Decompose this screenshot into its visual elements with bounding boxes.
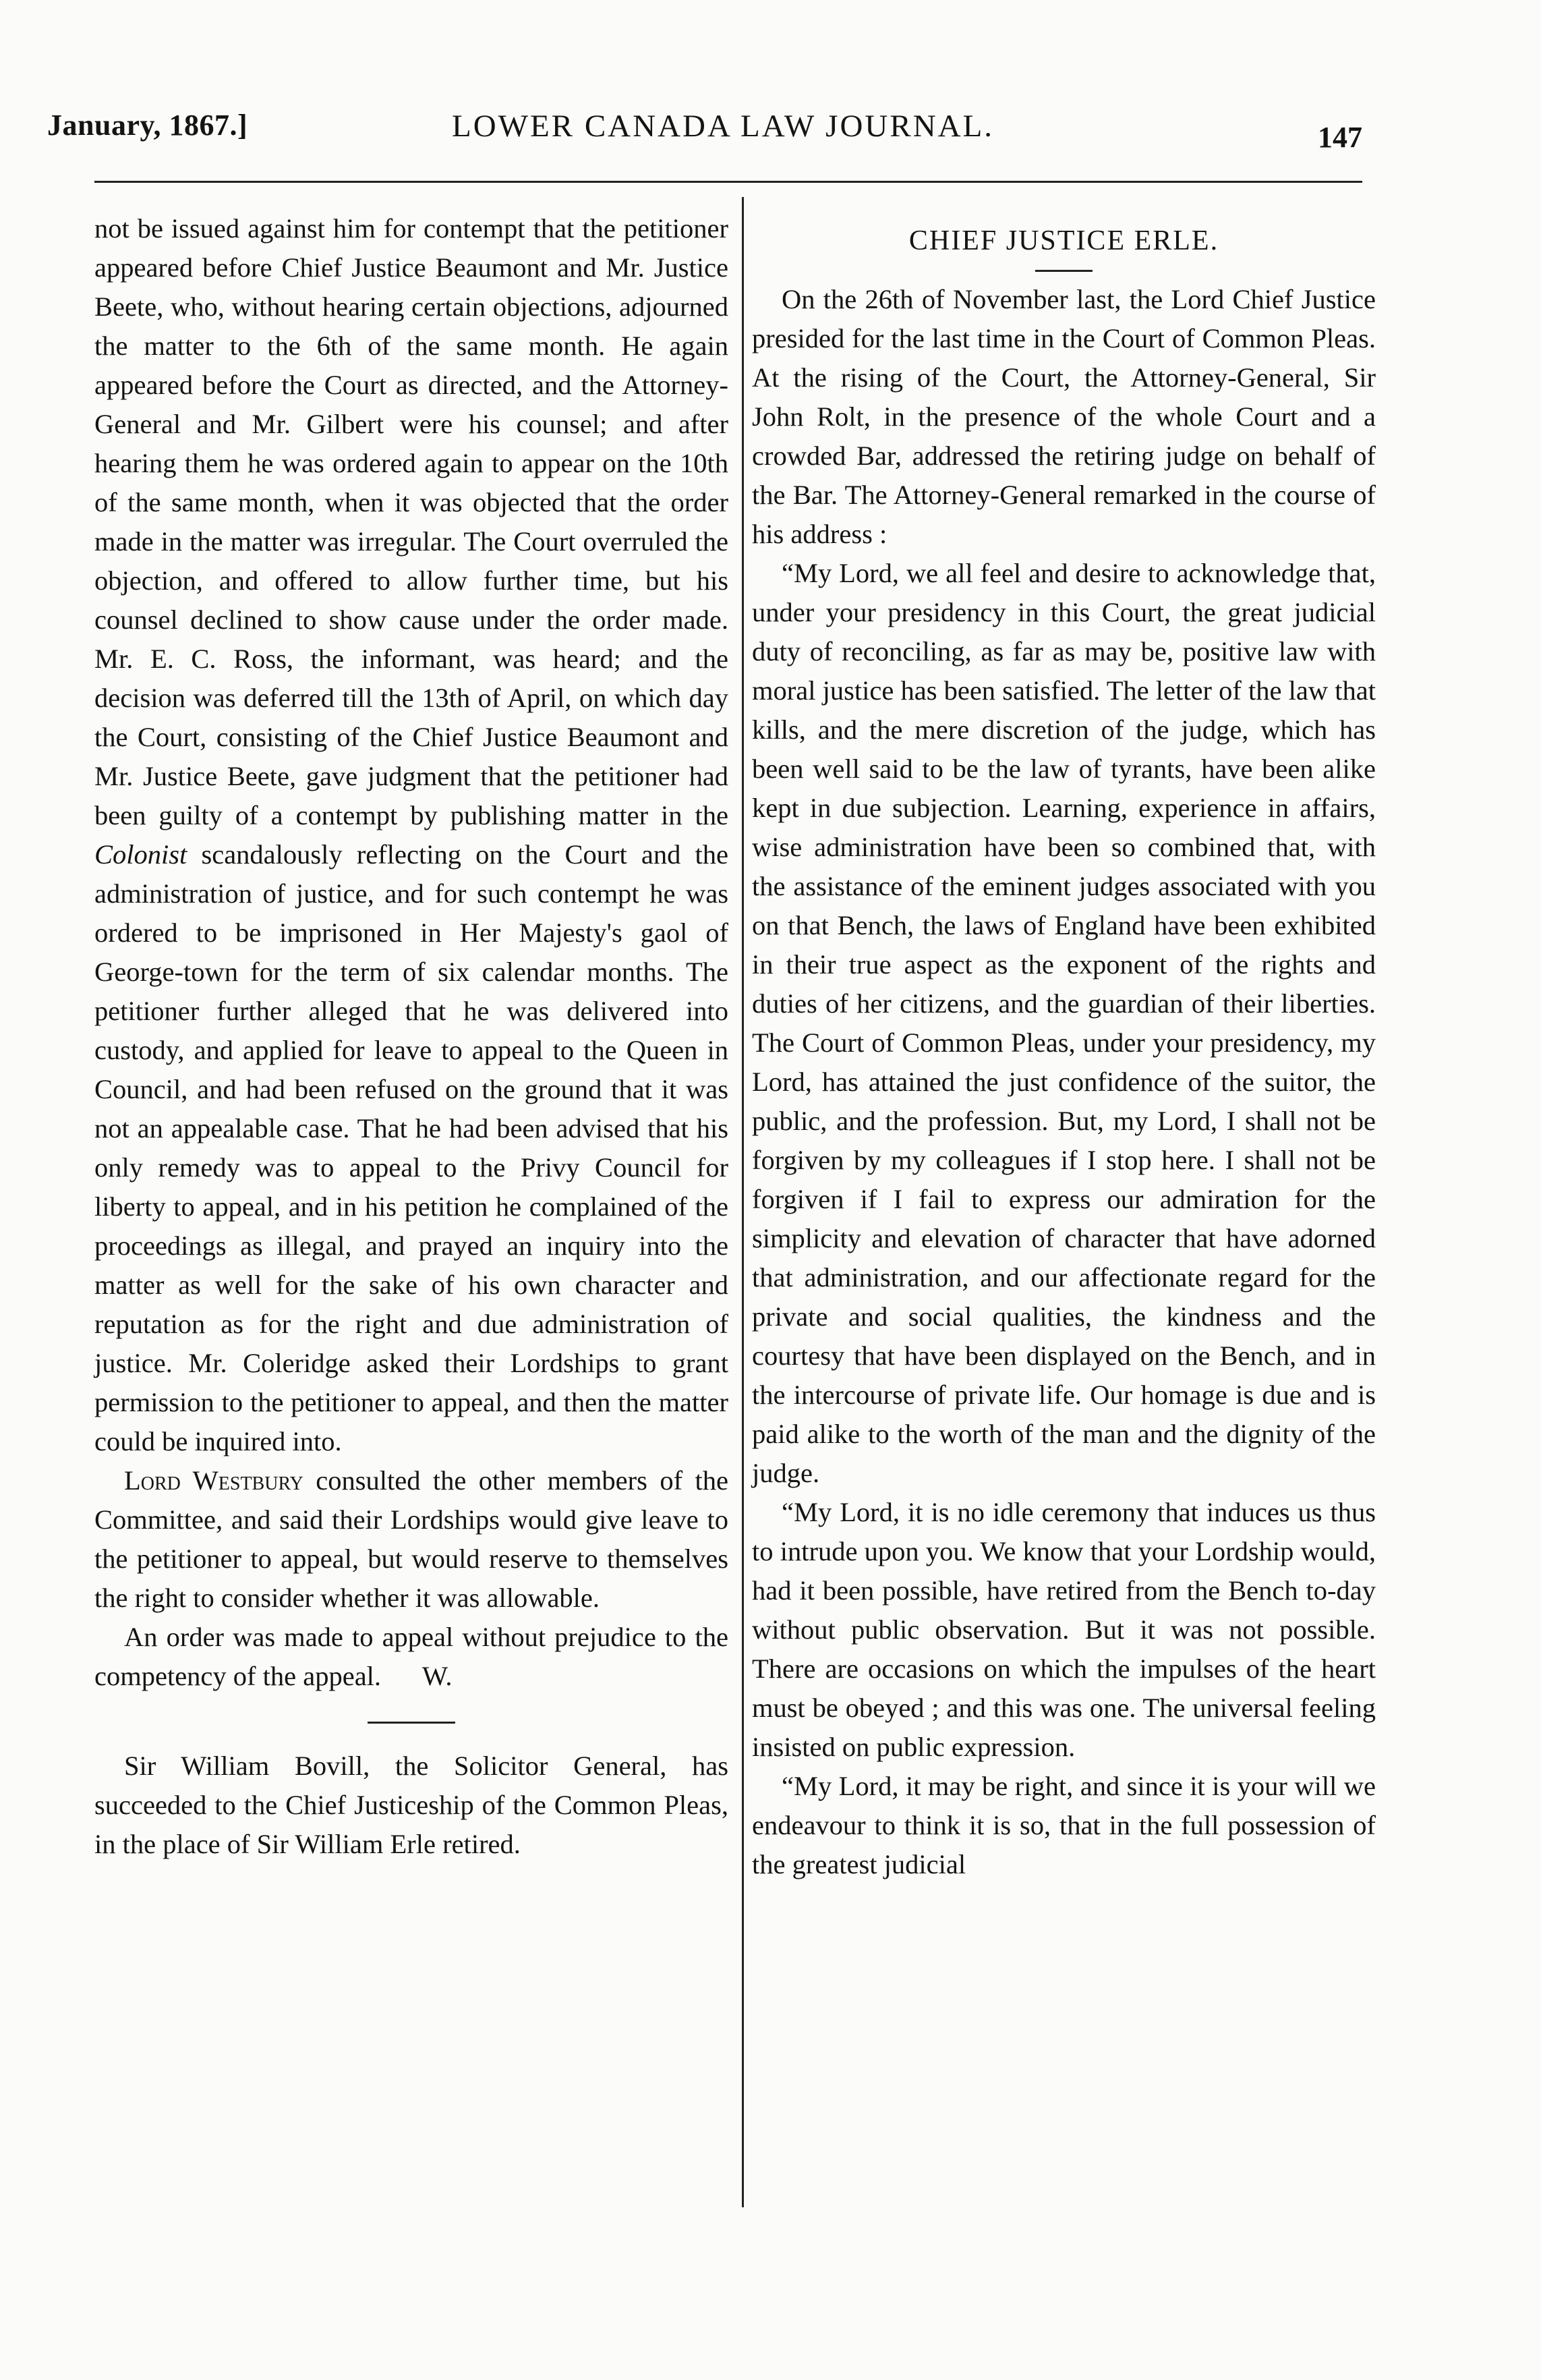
petition-text-2: scandalously reflecting on the Court and the administration of justice, and for such contempt he was ordered to be imprisoned in Her Majesty's gaol of George-town for the term of six calendar months. The petitioner further alleged that he was delivered into custody, and applied for leave to appeal to the Queen in Council, and had been refused on the ground that it was not an appealable case. That he had been advised that his only remedy was to appeal to the Privy Council for liberty to appeal, and in his petition he complained of the proceedings as illegal, and prayed an inquiry into the matter as well for the sake of his own character and reputation as for the right and due administration of justice. Mr. Coleridge asked their Lordships to grant permission to the petitioner to appeal, and then the matter could be inquired into. (94, 839, 729, 1456)
header-rule (94, 181, 1362, 183)
order-text: An order was made to appeal without prejudice to the competency of the appeal. (94, 1622, 728, 1691)
paragraph-address-1: “My Lord, we all feel and desire to acknowledge that, under your presidency in this Court, the great judicial duty of reconciling, as far as may be, positive law with moral justice has been satisfied. The letter of the law that kills, and the mere discretion of the judge, which has been well said to be the law of tyrants, have been alike kept in due subjection. Learning, experience in affairs, wise administration have been so combined that, with the assistance of the eminent judges associated with you on that Bench, the laws of England have been exhibited in their true aspect as the exponent of the rights and duties of her citizens, and the guardian of their liberties. The Court of Common Pleas, under your presidency, my Lord, has attained the just confidence of the suitor, the public, and the profession. But, my Lord, I shall not be forgiven by my colleagues if I stop here. I shall not be forgiven if I fail to express our admiration for the simplicity and elevation of character that have adorned that administration, and our affectionate regard for the private and social qualities, the kindness and the courtesy that have been displayed on the Bench, and in the intercourse of private life. Our homage is due and is paid alike to the worth of the man and the dignity of the judge. (752, 558, 1376, 1488)
paragraph-address-3: “My Lord, it may be right, and since it is your will we endeavour to think it is so, that in the full possession of the greatest judicial (752, 1771, 1376, 1879)
petition-text-1: not be issued against him for contempt that the petitioner appeared before Chief Justice Beaumont and Mr. Justice Beete, who, without hearing certain objections, adjourned the matter to the 6th of the same month. He again appeared before the Court as directed, and the Attorney-General and Mr. Gilbert were his counsel; and after hearing them he was ordered again to appear on the 10th of the same month, when it was objected that the order made in the matter was irregular. The Court overruled the objection, and offered to allow further time, but his counsel declined to show cause under the order made. Mr. E. C. Ross, the informant, was heard; and the decision was deferred till the 13th of April, on which day the Court, consisting of the Chief Justice Beaumont and Mr. Justice Beete, gave judgment that the petitioner had been guilty of a contempt by publishing matter in the (94, 213, 728, 830)
paragraph-order (94, 1618, 728, 1696)
section-rule (368, 1722, 455, 1724)
article-title: CHIEF JUSTICE ERLE. (908, 225, 1219, 256)
title-rule (1035, 270, 1093, 272)
westbury-name: Lord Westbury (124, 1465, 303, 1496)
left-column (94, 209, 728, 1864)
westbury-text: consulted the other members of the Committee, and said their Lordships would give leave to the petitioner to appeal, but would reserve to themselves the right to consider whether it was allowable. (94, 1465, 728, 1613)
column-divider (742, 197, 744, 2207)
paragraph-westbury (94, 1461, 728, 1618)
header-date: January, 1867.] (47, 109, 248, 142)
right-column (752, 209, 1376, 1884)
colonist-italic: Colonist (94, 839, 187, 870)
paragraph-intro: On the 26th of November last, the Lord Chief Justice presided for the last time in the Court of Common Pleas. At the rising of the Court, the Attorney-General, Sir John Rolt, in the presence of the whole Court and a crowded Bar, addressed the retiring judge on behalf of the Bar. The Attorney-General remarked in the course of his address : (752, 284, 1376, 549)
paragraph-address-2: “My Lord, it is no idle ceremony that induces us thus to intrude upon you. We know that your Lordship would, had it been possible, have retired from the Bench to-day without public observation. But it was not possible. There are occasions on which the impulses of the heart must be obeyed ; and this was one. The universal feeling insisted on public expression. (752, 1497, 1376, 1762)
signoff: W. (421, 1661, 453, 1691)
paragraph-petition (94, 209, 728, 1461)
page-number: 147 (1318, 121, 1362, 154)
paragraph-bovill: Sir William Bovill, the Solicitor General, has succeeded to the Chief Justiceship of the Common Pleas, in the place of Sir William Erle retired. (94, 1751, 728, 1859)
journal-title: LOWER CANADA LAW JOURNAL. (452, 109, 995, 144)
running-header (47, 101, 1362, 155)
